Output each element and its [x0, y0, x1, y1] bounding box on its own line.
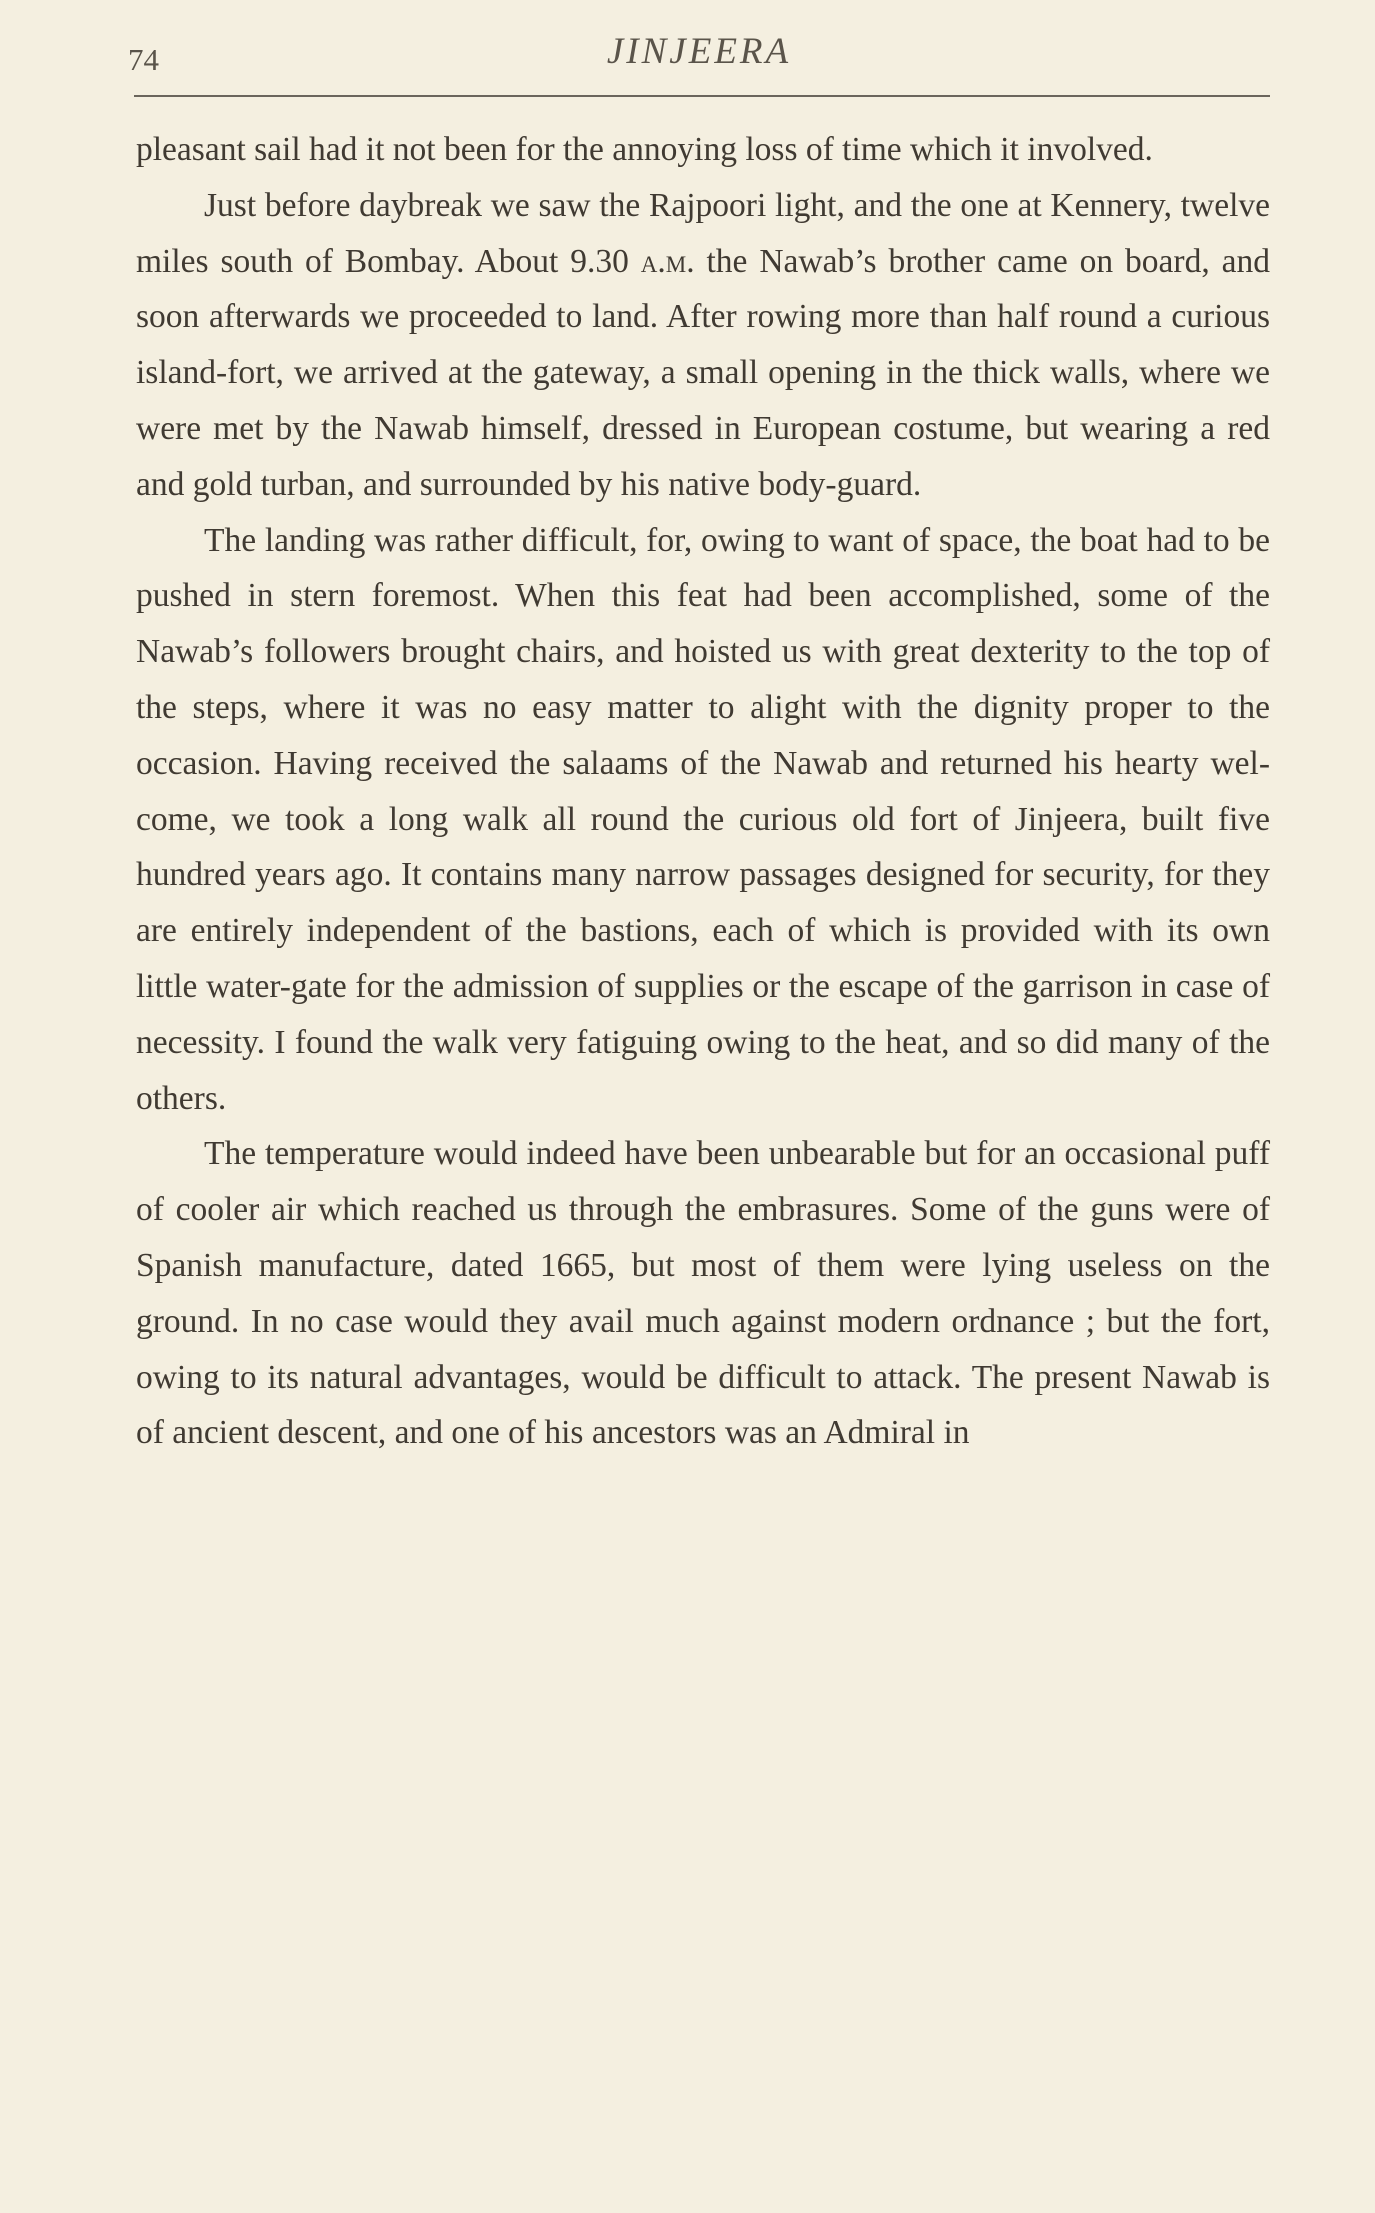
running-head [128, 28, 1270, 78]
paragraph: The landing was rather difficult, for, owing to want of space, the boat had to be pushed in stern foremost. When this feat had been accomplished, some of the Nawab’s followers brought chairs, and hoisted us with great dexterity to the top of the steps, where it was no easy matter to alight with the dignity proper to the occasion. Having received the salaams of the Nawab and returned his hearty welcome, we took a long walk all round the curious old fort of Jinjeera, built five hundred years ago. It contains many narrow passages designed for security, for they are entirely independent of the bastions, each of which is provided with its own little water-gate for the admission of supplies or the escape of the garrison in case of necessity. I found the walk very fatiguing owing to the heat, and so did many of the others. [136, 521, 1270, 1117]
time-abbreviation: a.m. [640, 242, 695, 280]
paragraph-text: Just before daybreak we saw the Rajpoori light, and the one at Kennery, twelve miles south of Bombay. About 9.30 [136, 186, 1270, 280]
paragraph [136, 178, 1270, 513]
page-number: 74 [128, 42, 159, 77]
paragraph: The temperature would indeed have been unbearable but for an occasional puff of cooler air which reached us through the embrasures. Some of the guns were of Spanish manufacture, dated 1665, but most of them were lying useless on the ground. In no case would they avail much against modern ordnance ; but the fort, owing to its natural advantages, would be difficult to attack. The present Nawab is of ancient descent, and one of his ancestors was an Admiral in [136, 1135, 1270, 1452]
header-rule [134, 95, 1270, 97]
paragraph-text: the Nawab’s brother came on board, and soon afterwards we proceeded to land. After rowing more than half round a curious island-fort, we arrived at the gateway, a small opening in the thick walls, where we were met by the Nawab himself, dressed in European costume, but wearing a red and gold turban, and surrounded by his native body-guard. [136, 242, 1270, 503]
paragraph-continued: pleasant sail had it not been for the annoying loss of time which it involved. [136, 131, 1153, 168]
body-text [136, 122, 1270, 1461]
running-title: JINJEERA [606, 31, 792, 72]
